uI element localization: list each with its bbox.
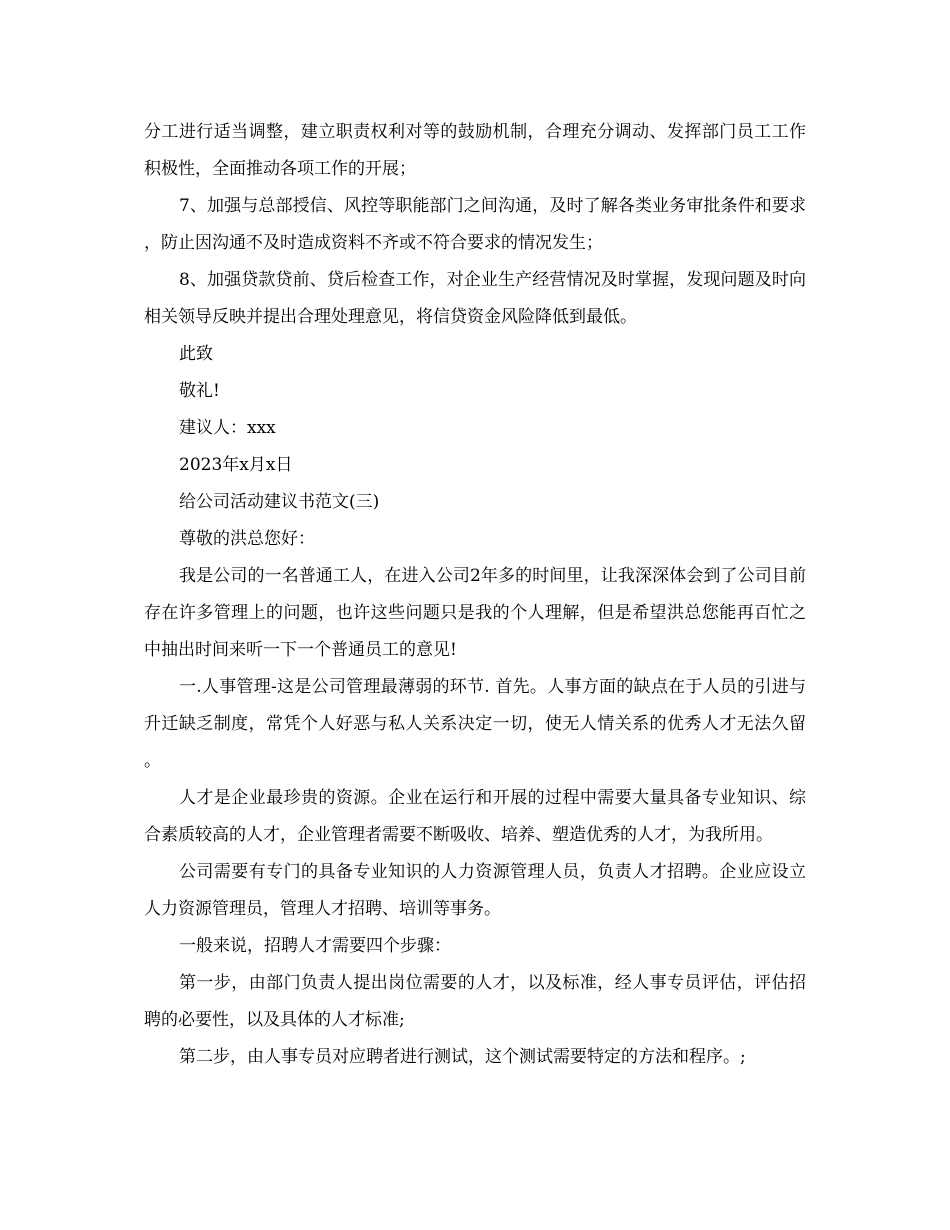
closing-salutation: 此致	[179, 344, 213, 364]
signature-date: 2023年x月x日	[179, 455, 293, 475]
paragraph-hr-staff: 公司需要有专门的具备专业知识的人力资源管理人员，负责人才招聘。企业应设立人力资源管理员，管理人才招聘、培训等事务。	[144, 862, 806, 919]
document-body	[144, 114, 806, 1076]
paragraph-step-two: 第二步，由人事专员对应聘者进行测试，这个测试需要特定的方法和程序。;	[179, 1047, 746, 1067]
section-title: 给公司活动建议书范文(三)	[179, 492, 380, 512]
paragraph-intro: 我是公司的一名普通工人，在进入公司2年多的时间里，让我深深体会到了公司目前存在许多管理上的问题，也许这些问题只是我的个人理解，但是希望洪总您能再百忙之中抽出时间来听一下一个普通员工的意见!	[144, 566, 806, 660]
greeting: 尊敬的洪总您好：	[179, 529, 315, 549]
paragraph-step-one: 第一步，由部门负责人提出岗位需要的人才，以及标准，经人事专员评估，评估招聘的必要性，以及具体的人才标准;	[144, 973, 806, 1030]
paragraph-continuation: 分工进行适当调整，建立职责权利对等的鼓励机制，合理充分调动、发挥部门员工工作积极性，全面推动各项工作的开展；	[144, 122, 806, 179]
paragraph-item-7: 7、加强与总部授信、风控等职能部门之间沟通，及时了解各类业务审批条件和要求，防止因沟通不及时造成资料不齐或不符合要求的情况发生；	[144, 196, 806, 253]
closing-regards: 敬礼!	[179, 381, 220, 401]
paragraph-item-8: 8、加强贷款贷前、贷后检查工作，对企业生产经营情况及时掌握，发现问题及时向相关领导反映并提出合理处理意见，将信贷资金风险降低到最低。	[144, 270, 806, 327]
paragraph-recruit-steps: 一般来说，招聘人才需要四个步骤：	[179, 936, 451, 956]
paragraph-hr-management: 一.人事管理-这是公司管理最薄弱的环节. 首先。人事方面的缺点在于人员的引进与升迁缺乏制度，常凭个人好恶与私人关系决定一切，使无人情关系的优秀人才无法久留。	[144, 677, 806, 771]
paragraph-talent-resource: 人才是企业最珍贵的资源。企业在运行和开展的过程中需要大量具备专业知识、综合素质较高的人才，企业管理者需要不断吸收、培养、塑造优秀的人才，为我所用。	[144, 788, 806, 845]
signature-proposer: 建议人：xxx	[179, 418, 276, 438]
